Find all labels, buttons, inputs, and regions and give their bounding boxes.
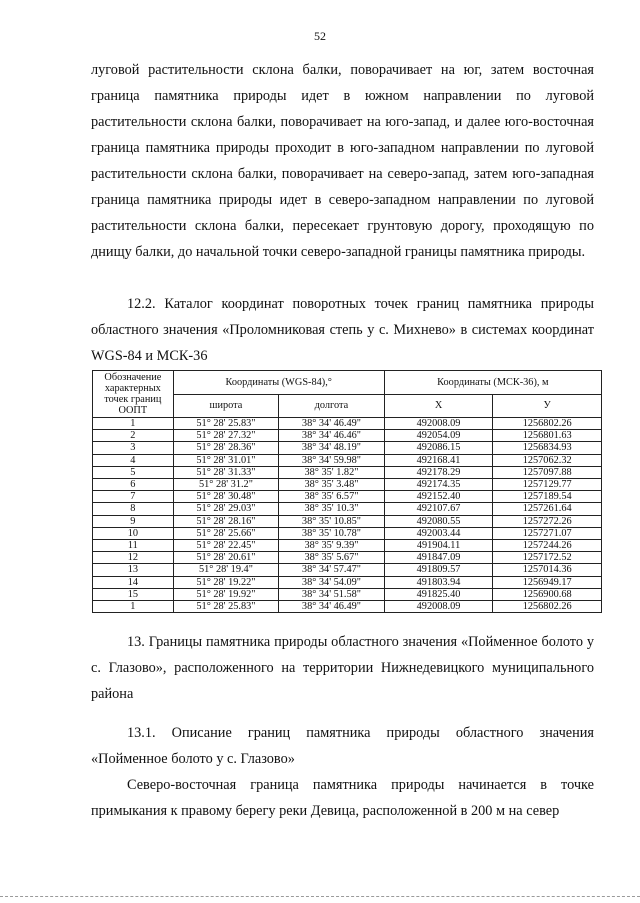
latitude-cell: 51° 28' 29.03": [173, 503, 279, 515]
y-coordinate-cell: 1256802.26: [493, 601, 602, 613]
x-coordinate-cell: 492107.67: [384, 503, 493, 515]
y-coordinate-cell: 1257172.52: [493, 552, 602, 564]
table-row: [93, 515, 602, 527]
point-number-cell: 5: [93, 466, 174, 478]
point-number-cell: 8: [93, 503, 174, 515]
point-number-cell: 1: [93, 601, 174, 613]
longitude-cell: 38° 34' 51.58": [279, 588, 385, 600]
paragraph-north-east-boundary: Северо-восточная граница памятника природы начинается в точке примыкания к правому берегу реки Девица, расположенной в 200 м на север: [91, 777, 594, 819]
x-coordinate-cell: 492174.35: [384, 479, 493, 491]
latitude-cell: 51° 28' 30.48": [173, 491, 279, 503]
section-13-heading: 13. Границы памятника природы областного значения «Пойменное болото у с. Глазово», расположенного на территории Нижнедевицкого муниципального района: [91, 634, 594, 702]
point-number-cell: 12: [93, 552, 174, 564]
paragraph-continuation: луговой растительности склона балки, поворачивает на юг, затем восточная граница памятника природы идет в южном направлении по луговой растительности склона балки, поворачивает на юго-запад, и далее юго-восточная граница памятника природы проходит в юго-западном направлении по луговой растительности склона балки, поворачивает на северо-запад, затем юго-западная граница памятника природы идет в северо-западном направлении по луговой растительности склона балки, пересекает грунтовую дорогу, проходящую по днищу балки, до начальной точки северо-западной границы памятника природы.: [91, 62, 594, 260]
table-row: [93, 430, 602, 442]
bottom-dashed-rule: [0, 896, 640, 897]
longitude-cell: 38° 35' 1.82": [279, 466, 385, 478]
latitude-cell: 51° 28' 19.4": [173, 564, 279, 576]
longitude-cell: 38° 34' 46.46": [279, 430, 385, 442]
longitude-cell: 38° 35' 10.85": [279, 515, 385, 527]
latitude-cell: 51° 28' 25.83": [173, 601, 279, 613]
latitude-cell: 51° 28' 31.01": [173, 454, 279, 466]
longitude-cell: 38° 35' 5.67": [279, 552, 385, 564]
section-13-1-heading: 13.1. Описание границ памятника природы областного значения «Пойменное болото у с. Глазово»: [91, 725, 594, 767]
latitude-cell: 51° 28' 19.92": [173, 588, 279, 600]
latitude-cell: 51° 28' 28.16": [173, 515, 279, 527]
longitude-cell: 38° 35' 10.3": [279, 503, 385, 515]
y-coordinate-cell: 1257271.07: [493, 527, 602, 539]
x-coordinate-cell: 491825.40: [384, 588, 493, 600]
y-coordinate-cell: 1256949.17: [493, 576, 602, 588]
point-number-cell: 13: [93, 564, 174, 576]
table-row: [93, 491, 602, 503]
latitude-cell: 51° 28' 25.83": [173, 418, 279, 430]
point-number-cell: 10: [93, 527, 174, 539]
y-coordinate-cell: 1256900.68: [493, 588, 602, 600]
point-number-cell: 9: [93, 515, 174, 527]
x-coordinate-cell: 492080.55: [384, 515, 493, 527]
header-x: X: [384, 394, 493, 418]
table-row: [93, 503, 602, 515]
longitude-cell: 38° 34' 59.98": [279, 454, 385, 466]
header-latitude: широта: [173, 394, 279, 418]
x-coordinate-cell: 491809.57: [384, 564, 493, 576]
point-number-cell: 1: [93, 418, 174, 430]
longitude-cell: 38° 34' 46.49": [279, 601, 385, 613]
latitude-cell: 51° 28' 28.36": [173, 442, 279, 454]
x-coordinate-cell: 491803.94: [384, 576, 493, 588]
latitude-cell: 51° 28' 19.22": [173, 576, 279, 588]
y-coordinate-cell: 1257189.54: [493, 491, 602, 503]
table-row: [93, 564, 602, 576]
table-row: [93, 418, 602, 430]
longitude-cell: 38° 35' 10.78": [279, 527, 385, 539]
table-row: [93, 588, 602, 600]
longitude-cell: 38° 34' 54.09": [279, 576, 385, 588]
point-number-cell: 15: [93, 588, 174, 600]
header-designation: Обозначение характерных точек границ ООПТ: [93, 371, 174, 418]
point-number-cell: 11: [93, 540, 174, 552]
header-wgs84: Координаты (WGS-84),°: [173, 371, 384, 395]
table-row: [93, 454, 602, 466]
y-coordinate-cell: 1257244.26: [493, 540, 602, 552]
x-coordinate-cell: 492178.29: [384, 466, 493, 478]
longitude-cell: 38° 34' 46.49": [279, 418, 385, 430]
page-number: 52: [314, 29, 326, 43]
y-coordinate-cell: 1256801.63: [493, 430, 602, 442]
y-coordinate-cell: 1256834.93: [493, 442, 602, 454]
point-number-cell: 4: [93, 454, 174, 466]
point-number-cell: 7: [93, 491, 174, 503]
table-row: [93, 540, 602, 552]
x-coordinate-cell: 492008.09: [384, 601, 493, 613]
header-msk36: Координаты (МСК-36), м: [384, 371, 601, 395]
y-coordinate-cell: 1257261.64: [493, 503, 602, 515]
x-coordinate-cell: 491847.09: [384, 552, 493, 564]
section-12-2-heading: 12.2. Каталог координат поворотных точек границ памятника природы областного значения «Проломниковая степь у с. Михнево» в системах координат WGS-84 и МСК-36: [91, 296, 594, 364]
latitude-cell: 51° 28' 22.45": [173, 540, 279, 552]
x-coordinate-cell: 492008.09: [384, 418, 493, 430]
point-number-cell: 6: [93, 479, 174, 491]
latitude-cell: 51° 28' 20.61": [173, 552, 279, 564]
longitude-cell: 38° 35' 6.57": [279, 491, 385, 503]
x-coordinate-cell: 492086.15: [384, 442, 493, 454]
latitude-cell: 51° 28' 31.2": [173, 479, 279, 491]
point-number-cell: 2: [93, 430, 174, 442]
table-row: [93, 466, 602, 478]
longitude-cell: 38° 35' 9.39": [279, 540, 385, 552]
latitude-cell: 51° 28' 31.33": [173, 466, 279, 478]
latitude-cell: 51° 28' 25.66": [173, 527, 279, 539]
x-coordinate-cell: 492054.09: [384, 430, 493, 442]
y-coordinate-cell: 1257062.32: [493, 454, 602, 466]
point-number-cell: 14: [93, 576, 174, 588]
table-row: [93, 552, 602, 564]
x-coordinate-cell: 492003.44: [384, 527, 493, 539]
table-row: [93, 576, 602, 588]
longitude-cell: 38° 34' 57.47": [279, 564, 385, 576]
y-coordinate-cell: 1256802.26: [493, 418, 602, 430]
y-coordinate-cell: 1257097.88: [493, 466, 602, 478]
longitude-cell: 38° 35' 3.48": [279, 479, 385, 491]
table-row: [93, 601, 602, 613]
y-coordinate-cell: 1257129.77: [493, 479, 602, 491]
y-coordinate-cell: 1257014.36: [493, 564, 602, 576]
header-y: У: [493, 394, 602, 418]
point-number-cell: 3: [93, 442, 174, 454]
x-coordinate-cell: 491904.11: [384, 540, 493, 552]
latitude-cell: 51° 28' 27.32": [173, 430, 279, 442]
y-coordinate-cell: 1257272.26: [493, 515, 602, 527]
table-row: [93, 479, 602, 491]
longitude-cell: 38° 34' 48.19": [279, 442, 385, 454]
table-row: [93, 527, 602, 539]
header-longitude: долгота: [279, 394, 385, 418]
x-coordinate-cell: 492152.40: [384, 491, 493, 503]
table-row: [93, 442, 602, 454]
coordinates-table: [92, 370, 602, 613]
x-coordinate-cell: 492168.41: [384, 454, 493, 466]
